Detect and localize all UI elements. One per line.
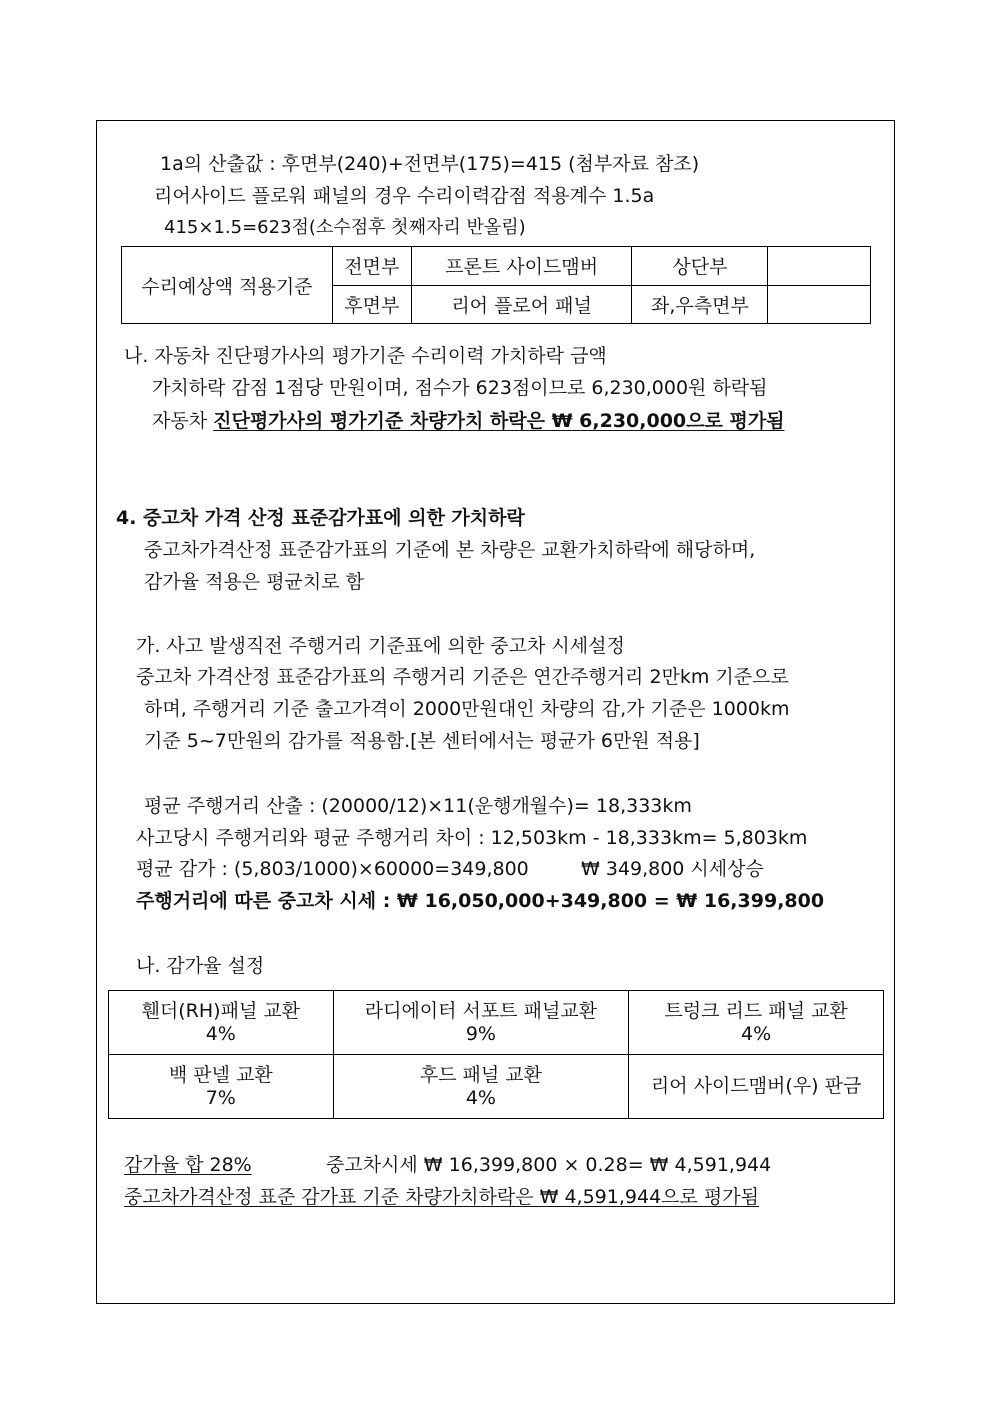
table-cell: 후면부	[332, 285, 411, 324]
table-row	[109, 991, 884, 1055]
coef-line: 리어사이드 플로워 패널의 경우 수리이력감점 적용계수 1.5a	[154, 185, 655, 207]
rate-cell: 라디에이터 서포트 패널교환 9%	[333, 991, 629, 1055]
table-row	[122, 247, 871, 286]
section-na-line1: 가치하락 감점 1점당 만원이며, 점수가 623점이므로 6,230,000원 하락됨	[152, 377, 768, 399]
table-cell: 상단부	[632, 247, 768, 286]
section4-line2: 감가율 적용은 평균치로 함	[144, 571, 365, 593]
table-cell: 리어 플로어 패널	[411, 285, 632, 324]
row-header-cell: 수리예상액 적용기준	[122, 247, 333, 324]
repair-criteria-table	[121, 246, 871, 324]
section-na-line2-prefix: 자동차	[152, 410, 214, 432]
section4-heading: 4. 중고차 가격 산정 표준감가표에 의한 가치하락	[116, 507, 525, 529]
rate-cell: 백 판넬 교환 7%	[109, 1055, 334, 1119]
final-conclusion: 중고차가격산정 표준 감가표 기준 차량가치하락은 ₩ 4,591,944으로 평가됨	[124, 1186, 759, 1208]
table-row	[109, 1055, 884, 1119]
table-cell: 프론트 사이드맴버	[411, 247, 632, 286]
table-cell	[768, 285, 871, 324]
depreciation-rate-table	[108, 990, 884, 1119]
depreciation-calc: 중고차시세 ₩ 16,399,800 × 0.28= ₩ 4,591,944	[326, 1154, 772, 1176]
section-na-conclusion: 진단평가사의 평가기준 차량가치 하락은 ₩ 6,230,000으로 평가됨	[213, 410, 785, 432]
rate-heading: 나. 감가율 설정	[136, 955, 265, 977]
rate-cell: 리어 사이드맴버(우) 판금	[629, 1055, 884, 1119]
market-price-line: 주행거리에 따른 중고차 시세 : ₩ 16,050,000+349,800 = ₩ 16,399,800	[136, 890, 825, 912]
rate-cell: 휀더(RH)패널 교환 4%	[109, 991, 334, 1055]
result-line: 415×1.5=623점(소수점후 첫째자리 반올림)	[164, 217, 526, 238]
section-na-heading: 나. 자동차 진단평가사의 평가기준 수리이력 가치하락 금액	[124, 345, 607, 367]
distance-diff-line: 사고당시 주행거리와 평균 주행거리 차이 : 12,503km - 18,333km= 5,803km	[136, 827, 808, 849]
rate-cell: 트렁크 리드 패널 교환 4%	[629, 991, 884, 1055]
section-ga-p2: 하며, 주행거리 기준 출고가격이 2000만원대인 차량의 감,가 기준은 1000km	[144, 698, 790, 720]
calc-line: 1a의 산출값 : 후면부(240)+전면부(175)=415 (첨부자료 참조)	[160, 153, 700, 175]
section-ga-heading: 가. 사고 발생직전 주행거리 기준표에 의한 중고차 시세설정	[136, 635, 625, 657]
table-cell: 좌,우측면부	[632, 285, 768, 324]
rate-cell: 후드 패널 교환 4%	[333, 1055, 629, 1119]
section-ga-p1: 중고차 가격산정 표준감가표의 주행거리 기준은 연간주행거리 2만km 기준으로	[136, 666, 789, 688]
avg-deprec-line: 평균 감가 : (5,803/1000)×60000=349,800	[136, 858, 529, 880]
table-cell	[768, 247, 871, 286]
table-cell: 전면부	[332, 247, 411, 286]
section4-line1: 중고차가격산정 표준감가표의 기준에 본 차량은 교환가치하락에 해당하며,	[144, 539, 756, 561]
avg-distance-line: 평균 주행거리 산출 : (20000/12)×11(운행개월수)= 18,333km	[144, 795, 692, 817]
rate-total: 감가율 합 28%	[124, 1154, 252, 1176]
section-ga-p3: 기준 5~7만원의 감가를 적용함.[본 센터에서는 평균가 6만원 적용]	[144, 730, 700, 752]
section-na-line2	[152, 408, 785, 434]
market-increase-text: ₩ 349,800 시세상승	[581, 858, 764, 880]
